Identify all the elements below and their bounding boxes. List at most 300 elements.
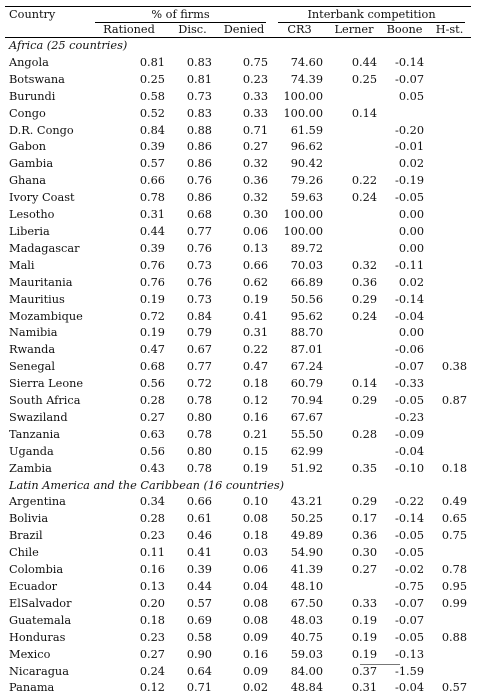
hst-cell: 0.75 [428,528,471,545]
disc-cell: 0.80 [169,444,216,461]
cr3-cell: 48.03 [272,613,327,630]
denied-cell: 0.10 [216,494,272,511]
cr3-cell: 74.39 [272,72,327,89]
lerner-cell: 0.37 [327,664,381,681]
denied-cell: 0.36 [216,173,272,190]
lerner-cell [327,325,381,342]
country-cell: Angola [5,55,89,72]
data-table [5,6,471,697]
table-row [5,342,471,359]
table-row [5,106,471,123]
rationed-cell: 0.19 [89,325,169,342]
denied-cell: 0.30 [216,207,272,224]
cr3-cell: 79.26 [272,173,327,190]
hst-cell [428,139,471,156]
rationed-cell: 0.76 [89,258,169,275]
cr3-cell: 100.00 [272,224,327,241]
boone-cell: -0.07 [381,613,428,630]
lerner-cell: 0.25 [327,72,381,89]
denied-cell: 0.09 [216,630,272,647]
denied-cell: 0.16 [216,647,272,664]
hst-cell: 0.18 [428,461,471,478]
boone-cell: -0.05 [381,393,428,410]
disc-cell: 0.86 [169,156,216,173]
disc-cell: 0.68 [169,207,216,224]
rationed-cell: 0.72 [89,309,169,326]
disc-cell: 0.86 [169,190,216,207]
hst-cell: 0.57 [428,680,471,697]
cr3-cell: 59.03 [272,647,327,664]
rationed-cell: 0.19 [89,292,169,309]
hst-cell [428,72,471,89]
table-row [5,461,471,478]
lerner-cell: 0.33 [327,596,381,613]
disc-cell: 0.81 [169,72,216,89]
cr3-cell: 67.24 [272,359,327,376]
denied-cell: 0.18 [216,376,272,393]
boone-cell: -0.14 [381,55,428,72]
denied-cell: 0.09 [216,664,272,681]
country-cell: Mexico [5,647,89,664]
denied-cell: 0.41 [216,309,272,326]
hst-cell [428,309,471,326]
disc-cell: 0.77 [169,359,216,376]
denied-cell: 0.31 [216,325,272,342]
country-cell: Uganda [5,444,89,461]
cr3-cell: 50.56 [272,292,327,309]
disc-cell: 0.73 [169,89,216,106]
table-row [5,393,471,410]
boone-cell: -0.05 [381,190,428,207]
cr3-cell: 89.72 [272,241,327,258]
denied-cell: 0.13 [216,241,272,258]
table-row [5,545,471,562]
boone-cell: -0.14 [381,511,428,528]
header-group-firms: % of firms [95,7,266,23]
disc-cell: 0.69 [169,613,216,630]
denied-cell: 0.16 [216,410,272,427]
table-row [5,511,471,528]
lerner-cell: 0.36 [327,275,381,292]
header-lerner: Lerner [327,23,381,38]
cr3-cell: 50.25 [272,511,327,528]
rationed-cell: 0.27 [89,647,169,664]
cr3-cell: 100.00 [272,207,327,224]
cr3-cell: 51.92 [272,461,327,478]
denied-cell: 0.33 [216,89,272,106]
table-row [5,630,471,647]
lerner-cell: 0.35 [327,461,381,478]
lerner-cell [327,156,381,173]
table-row [5,275,471,292]
rationed-cell: 0.25 [89,72,169,89]
boone-cell: -0.05 [381,545,428,562]
rationed-cell: 0.68 [89,359,169,376]
section-header-row [5,38,471,55]
cr3-cell: 88.70 [272,325,327,342]
disc-cell: 0.72 [169,376,216,393]
denied-cell: 0.22 [216,342,272,359]
hst-cell [428,258,471,275]
lerner-cell: 0.22 [327,173,381,190]
rationed-cell: 0.39 [89,241,169,258]
rationed-cell: 0.76 [89,275,169,292]
denied-cell: 0.27 [216,139,272,156]
rationed-cell: 0.66 [89,173,169,190]
table-row [5,494,471,511]
section-title: Africa (25 countries) [5,38,471,55]
cr3-cell: 87.01 [272,342,327,359]
cr3-cell: 59.63 [272,190,327,207]
lerner-cell: 0.44 [327,55,381,72]
cr3-cell: 90.42 [272,156,327,173]
disc-cell: 0.79 [169,325,216,342]
lerner-cell [327,359,381,376]
boone-cell: -0.14 [381,292,428,309]
rationed-cell: 0.58 [89,89,169,106]
table-row [5,427,471,444]
section-title: Latin America and the Caribbean (16 countries) [5,478,471,495]
table-row [5,190,471,207]
lerner-cell: 0.29 [327,494,381,511]
disc-cell: 0.83 [169,55,216,72]
cr3-cell: 48.10 [272,579,327,596]
lerner-cell [327,579,381,596]
hst-cell [428,123,471,140]
rationed-cell: 0.39 [89,139,169,156]
cr3-cell: 70.03 [272,258,327,275]
boone-cell: -0.07 [381,72,428,89]
boone-cell: -0.23 [381,410,428,427]
rationed-cell: 0.63 [89,427,169,444]
hst-cell: 0.49 [428,494,471,511]
disc-cell: 0.83 [169,106,216,123]
table-row [5,224,471,241]
page-cut-rule [360,658,420,666]
disc-cell: 0.84 [169,309,216,326]
table-row [5,410,471,427]
disc-cell: 0.88 [169,123,216,140]
lerner-cell: 0.24 [327,190,381,207]
lerner-cell: 0.30 [327,545,381,562]
table-row [5,241,471,258]
hst-cell [428,55,471,72]
rationed-cell: 0.28 [89,511,169,528]
denied-cell: 0.47 [216,359,272,376]
country-cell: Ecuador [5,579,89,596]
boone-cell: -1.59 [381,664,428,681]
lerner-cell: 0.19 [327,647,381,664]
lerner-cell: 0.19 [327,630,381,647]
lerner-cell [327,241,381,258]
rationed-cell: 0.44 [89,224,169,241]
country-cell: Panama [5,680,89,697]
rationed-cell: 0.20 [89,596,169,613]
country-cell: Brazil [5,528,89,545]
boone-cell: 0.00 [381,241,428,258]
cr3-cell: 66.89 [272,275,327,292]
table-row [5,325,471,342]
country-cell: Swaziland [5,410,89,427]
denied-cell: 0.23 [216,72,272,89]
cr3-cell: 61.59 [272,123,327,140]
lerner-cell: 0.29 [327,393,381,410]
header-country: Country [5,7,89,24]
table-row [5,680,471,697]
table-row [5,173,471,190]
header-denied: Denied [216,23,272,38]
country-cell: Bolivia [5,511,89,528]
denied-cell: 0.06 [216,224,272,241]
country-cell: Burundi [5,89,89,106]
country-cell: Sierra Leone [5,376,89,393]
hst-cell [428,190,471,207]
hst-cell [428,410,471,427]
disc-cell: 0.78 [169,427,216,444]
lerner-cell: 0.29 [327,292,381,309]
country-cell: ElSalvador [5,596,89,613]
header-group-interbank: Interbank competition [278,7,465,23]
denied-cell: 0.08 [216,613,272,630]
denied-cell: 0.08 [216,596,272,613]
disc-cell: 0.66 [169,494,216,511]
disc-cell: 0.86 [169,139,216,156]
rationed-cell: 0.24 [89,664,169,681]
boone-cell: -0.75 [381,579,428,596]
country-cell: Namibia [5,325,89,342]
country-cell: Mauritania [5,275,89,292]
boone-cell: -0.19 [381,173,428,190]
table-row [5,562,471,579]
country-cell: Ghana [5,173,89,190]
cr3-cell: 43.21 [272,494,327,511]
denied-cell: 0.19 [216,292,272,309]
denied-cell: 0.04 [216,579,272,596]
lerner-cell: 0.24 [327,309,381,326]
country-cell: Congo [5,106,89,123]
boone-cell: -0.04 [381,680,428,697]
disc-cell: 0.41 [169,545,216,562]
hst-cell: 0.88 [428,630,471,647]
disc-cell: 0.67 [169,342,216,359]
lerner-cell [327,207,381,224]
boone-cell: -0.04 [381,444,428,461]
country-cell: Senegal [5,359,89,376]
hst-cell: 0.65 [428,511,471,528]
country-cell: Mali [5,258,89,275]
boone-cell: -0.33 [381,376,428,393]
boone-cell: -0.07 [381,359,428,376]
country-cell: Liberia [5,224,89,241]
lerner-cell [327,224,381,241]
disc-cell: 0.73 [169,258,216,275]
lerner-cell: 0.28 [327,427,381,444]
rationed-cell: 0.43 [89,461,169,478]
country-cell: Gambia [5,156,89,173]
table-row [5,376,471,393]
denied-cell: 0.15 [216,444,272,461]
denied-cell: 0.75 [216,55,272,72]
boone-cell: -0.09 [381,427,428,444]
lerner-cell [327,89,381,106]
table-row [5,664,471,681]
hst-cell [428,207,471,224]
hst-cell: 0.95 [428,579,471,596]
boone-cell: -0.11 [381,258,428,275]
cr3-cell: 84.00 [272,664,327,681]
disc-cell: 0.78 [169,461,216,478]
rationed-cell: 0.47 [89,342,169,359]
lerner-cell [327,444,381,461]
table-row [5,139,471,156]
denied-cell: 0.02 [216,680,272,697]
boone-cell [381,106,428,123]
denied-cell: 0.66 [216,258,272,275]
table-row [5,528,471,545]
hst-cell: 0.78 [428,562,471,579]
denied-cell: 0.03 [216,545,272,562]
lerner-cell [327,139,381,156]
hst-cell [428,106,471,123]
header-disc: Disc. [169,23,216,38]
lerner-cell: 0.14 [327,106,381,123]
country-cell: South Africa [5,393,89,410]
cr3-cell: 100.00 [272,106,327,123]
lerner-cell: 0.31 [327,680,381,697]
boone-cell: -0.22 [381,494,428,511]
rationed-cell: 0.12 [89,680,169,697]
boone-cell: -0.05 [381,528,428,545]
disc-cell: 0.78 [169,393,216,410]
cr3-cell: 96.62 [272,139,327,156]
rationed-cell: 0.27 [89,410,169,427]
table-row [5,258,471,275]
boone-cell: -0.07 [381,596,428,613]
denied-cell: 0.06 [216,562,272,579]
hst-cell: 0.38 [428,359,471,376]
hst-cell [428,325,471,342]
disc-cell: 0.80 [169,410,216,427]
hst-cell [428,241,471,258]
lerner-cell: 0.32 [327,258,381,275]
cr3-cell: 67.67 [272,410,327,427]
hst-cell [428,275,471,292]
rationed-cell: 0.81 [89,55,169,72]
cr3-cell: 49.89 [272,528,327,545]
boone-cell: 0.05 [381,89,428,106]
disc-cell: 0.57 [169,596,216,613]
country-cell: Ivory Coast [5,190,89,207]
country-cell: Madagascar [5,241,89,258]
country-cell: Zambia [5,461,89,478]
header-rationed: Rationed [89,23,169,38]
cr3-cell: 48.84 [272,680,327,697]
rationed-cell: 0.16 [89,562,169,579]
disc-cell: 0.77 [169,224,216,241]
table-row [5,613,471,630]
country-cell: Mauritius [5,292,89,309]
table-row [5,444,471,461]
hst-cell [428,173,471,190]
rationed-cell: 0.23 [89,528,169,545]
table-row [5,123,471,140]
denied-cell: 0.32 [216,156,272,173]
header-cr3: CR3 [272,23,327,38]
hst-cell [428,613,471,630]
table-row [5,156,471,173]
disc-cell: 0.61 [169,511,216,528]
denied-cell: 0.12 [216,393,272,410]
hst-cell: 0.99 [428,596,471,613]
country-cell: D.R. Congo [5,123,89,140]
cr3-cell: 95.62 [272,309,327,326]
table-row [5,207,471,224]
country-cell: Rwanda [5,342,89,359]
rationed-cell: 0.57 [89,156,169,173]
cr3-cell: 62.99 [272,444,327,461]
country-cell: Mozambique [5,309,89,326]
disc-cell: 0.39 [169,562,216,579]
cr3-cell: 41.39 [272,562,327,579]
boone-cell: 0.02 [381,275,428,292]
hst-cell [428,292,471,309]
hst-cell [428,89,471,106]
disc-cell: 0.44 [169,579,216,596]
cr3-cell: 54.90 [272,545,327,562]
lerner-cell: 0.27 [327,562,381,579]
hst-cell: 0.87 [428,393,471,410]
hst-cell [428,342,471,359]
boone-cell: -0.02 [381,562,428,579]
cr3-cell: 55.50 [272,427,327,444]
hst-cell [428,545,471,562]
disc-cell: 0.90 [169,647,216,664]
denied-cell: 0.08 [216,511,272,528]
lerner-cell [327,123,381,140]
table-row [5,72,471,89]
boone-cell: -0.10 [381,461,428,478]
table-row [5,579,471,596]
table-row [5,596,471,613]
rationed-cell: 0.13 [89,579,169,596]
country-cell: Gabon [5,139,89,156]
rationed-cell: 0.56 [89,376,169,393]
table-row [5,55,471,72]
table-row [5,89,471,106]
denied-cell: 0.19 [216,461,272,478]
table-row [5,292,471,309]
hst-cell [428,376,471,393]
table-row [5,309,471,326]
rationed-cell: 0.34 [89,494,169,511]
rationed-cell: 0.28 [89,393,169,410]
rationed-cell: 0.18 [89,613,169,630]
denied-cell: 0.62 [216,275,272,292]
rationed-cell: 0.78 [89,190,169,207]
country-cell: Botswana [5,72,89,89]
rationed-cell: 0.56 [89,444,169,461]
lerner-cell [327,410,381,427]
disc-cell: 0.76 [169,241,216,258]
table-body [5,38,471,697]
boone-cell: -0.13 [381,647,428,664]
disc-cell: 0.46 [169,528,216,545]
denied-cell: 0.33 [216,106,272,123]
disc-cell: 0.76 [169,275,216,292]
rationed-cell: 0.23 [89,630,169,647]
cr3-cell: 70.94 [272,393,327,410]
boone-cell: 0.00 [381,207,428,224]
